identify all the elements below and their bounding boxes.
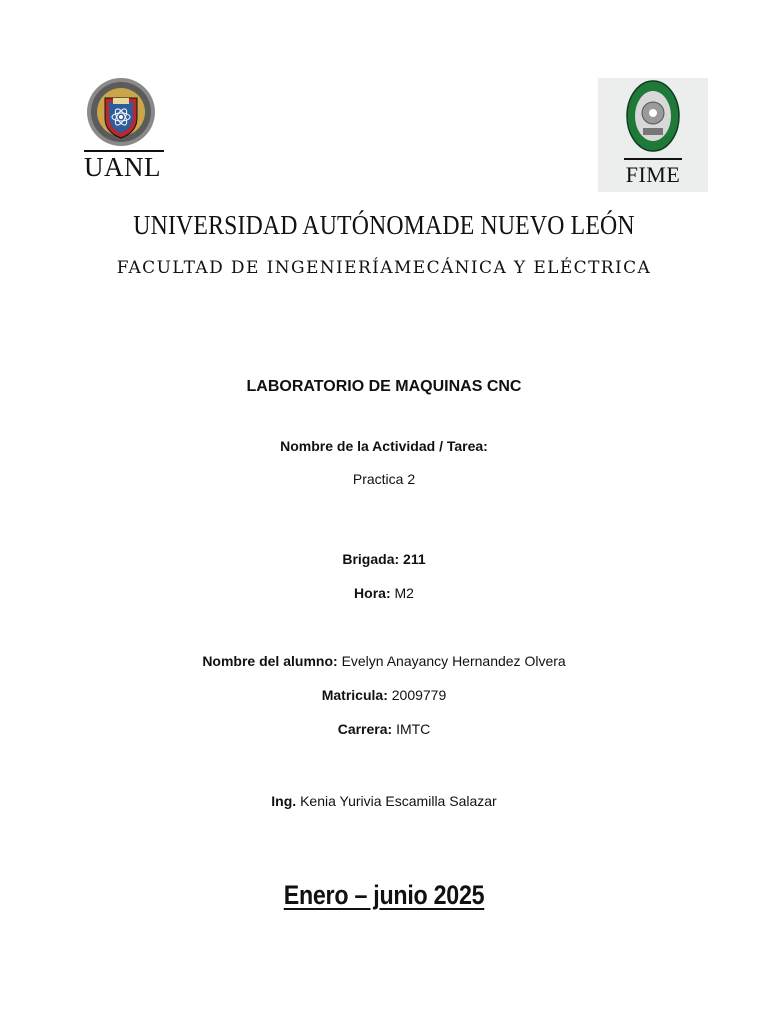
- faculty-title: FACULTAD DE INGENIERÍAMECÁNICA Y ELÉCTRICA: [116, 258, 652, 278]
- career-value: IMTC: [396, 721, 431, 737]
- student-value: Evelyn Anayancy Hernandez Olvera: [341, 653, 566, 669]
- brigade-label: Brigada:: [342, 551, 400, 567]
- hour-label: Hora:: [354, 585, 391, 601]
- brigade-value: 211: [403, 551, 426, 567]
- hour-line: [0, 585, 768, 601]
- university-title: UNIVERSIDAD AUTÓNOMADE NUEVO LEÓN: [133, 210, 635, 240]
- id-label: Matricula:: [321, 687, 388, 703]
- id-line: [0, 687, 768, 703]
- fime-seal-icon: [598, 78, 708, 154]
- career-line: [0, 721, 768, 737]
- teacher-label: Ing.: [271, 793, 297, 809]
- activity-value: Practica 2: [352, 471, 416, 487]
- teacher-line: [0, 793, 768, 809]
- fime-logo: [598, 78, 708, 192]
- career-label: Carrera:: [337, 721, 393, 737]
- uanl-wordmark: UANL: [84, 152, 161, 182]
- uanl-seal-icon: [78, 76, 170, 148]
- lab-title: LABORATORIO DE MAQUINAS CNC: [246, 378, 522, 395]
- hour-value: M2: [394, 585, 414, 601]
- uanl-logo: [78, 76, 170, 188]
- period-title: Enero – junio 2025: [283, 880, 485, 910]
- brigade-line: [0, 551, 768, 567]
- teacher-value: Kenia Yurivia Escamilla Salazar: [300, 793, 497, 809]
- student-label: Nombre del alumno:: [202, 653, 338, 669]
- id-value: 2009779: [391, 687, 447, 703]
- fime-rule: [624, 158, 682, 160]
- activity-label: Nombre de la Actividad / Tarea:: [280, 438, 488, 454]
- fime-wordmark: FIME: [625, 162, 681, 187]
- student-line: [0, 653, 768, 669]
